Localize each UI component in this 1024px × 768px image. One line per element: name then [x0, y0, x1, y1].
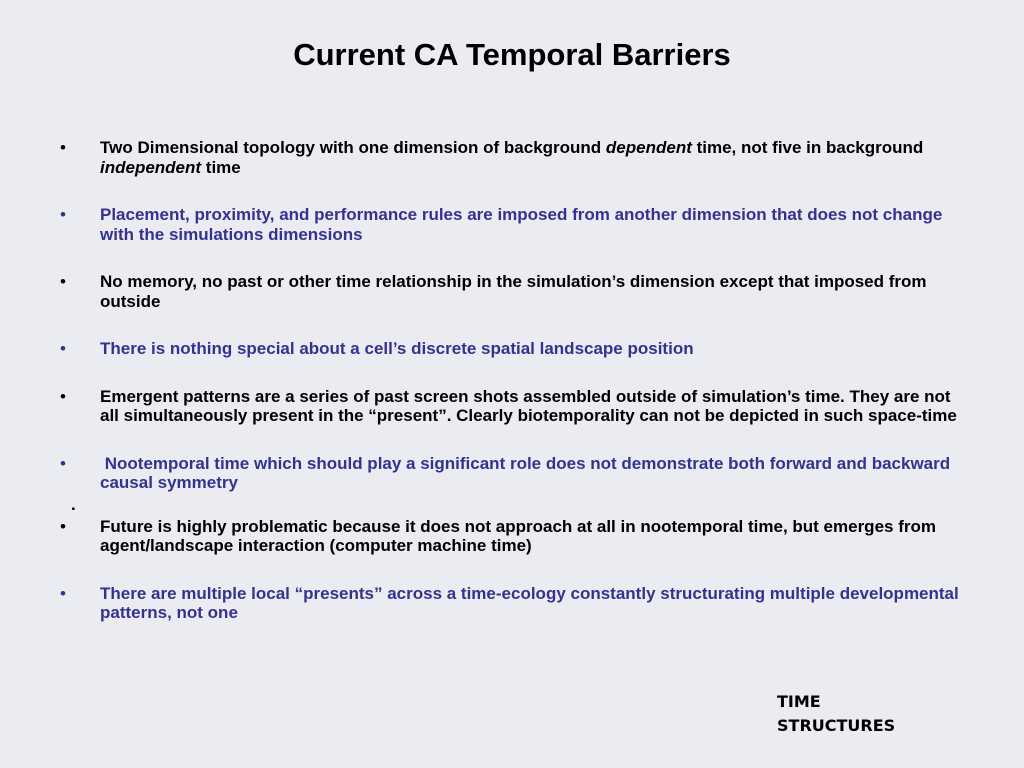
footer-label [777, 690, 895, 738]
bullet-marker: • [60, 138, 66, 157]
bullet-item-5 [60, 387, 970, 426]
bullet-marker: • [60, 516, 66, 536]
bullet-item-6 [60, 454, 970, 493]
bullet-text-part: time, not five in background [691, 138, 924, 157]
bullet-item-7 [60, 517, 970, 556]
bullet-text: There are multiple local “presents” across a time-ecology constantly structurating multiple developmental patterns, not one [100, 583, 959, 622]
bullet-emphasis: independent [100, 157, 202, 177]
bullet-marker: • [60, 339, 66, 358]
slide-title: Current CA Temporal Barriers [293, 37, 731, 72]
bullet-list [60, 138, 970, 651]
bullet-item-2 [60, 205, 970, 244]
bullet-item-3 [60, 272, 970, 311]
bullet-text: Placement, proximity, and performance rules are imposed from another dimension that does not change with the simulations dimensions [100, 205, 943, 244]
bullet-item-8 [60, 584, 970, 623]
bullet-text: Nootemporal time which should play a significant role does not demonstrate both forward and backward causal symmetry [100, 453, 955, 492]
bullet-item-1 [60, 138, 970, 177]
bullet-emphasis: dependent [605, 138, 692, 157]
bullet-text-part: time [201, 157, 241, 177]
bullet-marker: • [60, 583, 66, 603]
footer-line-1: TIME [777, 692, 821, 711]
footer-line-2: STRUCTURES [777, 716, 896, 735]
bullet-marker: • [60, 272, 66, 291]
stray-period-mark: . [71, 494, 76, 514]
bullet-item-4 [60, 339, 970, 359]
bullet-marker: • [60, 386, 66, 406]
bullet-marker: • [60, 205, 66, 224]
bullet-text: Emergent patterns are a series of past screen shots assembled outside of simulation’s time. They are not all simultaneously present in the “present”. Clearly biotemporality can not be depicted in such space-time [100, 386, 957, 425]
bullet-text: There is nothing special about a cell’s discrete spatial landscape position [100, 339, 694, 358]
bullet-text: Future is highly problematic because it does not approach at all in nootemporal time, but emerges from agent/landscape interaction (computer machine time) [100, 516, 936, 555]
bullet-marker: • [60, 453, 66, 473]
bullet-text-part: Two Dimensional topology with one dimension of background [100, 138, 606, 157]
bullet-text: No memory, no past or other time relationship in the simulation’s dimension except that imposed from outside [100, 272, 927, 311]
